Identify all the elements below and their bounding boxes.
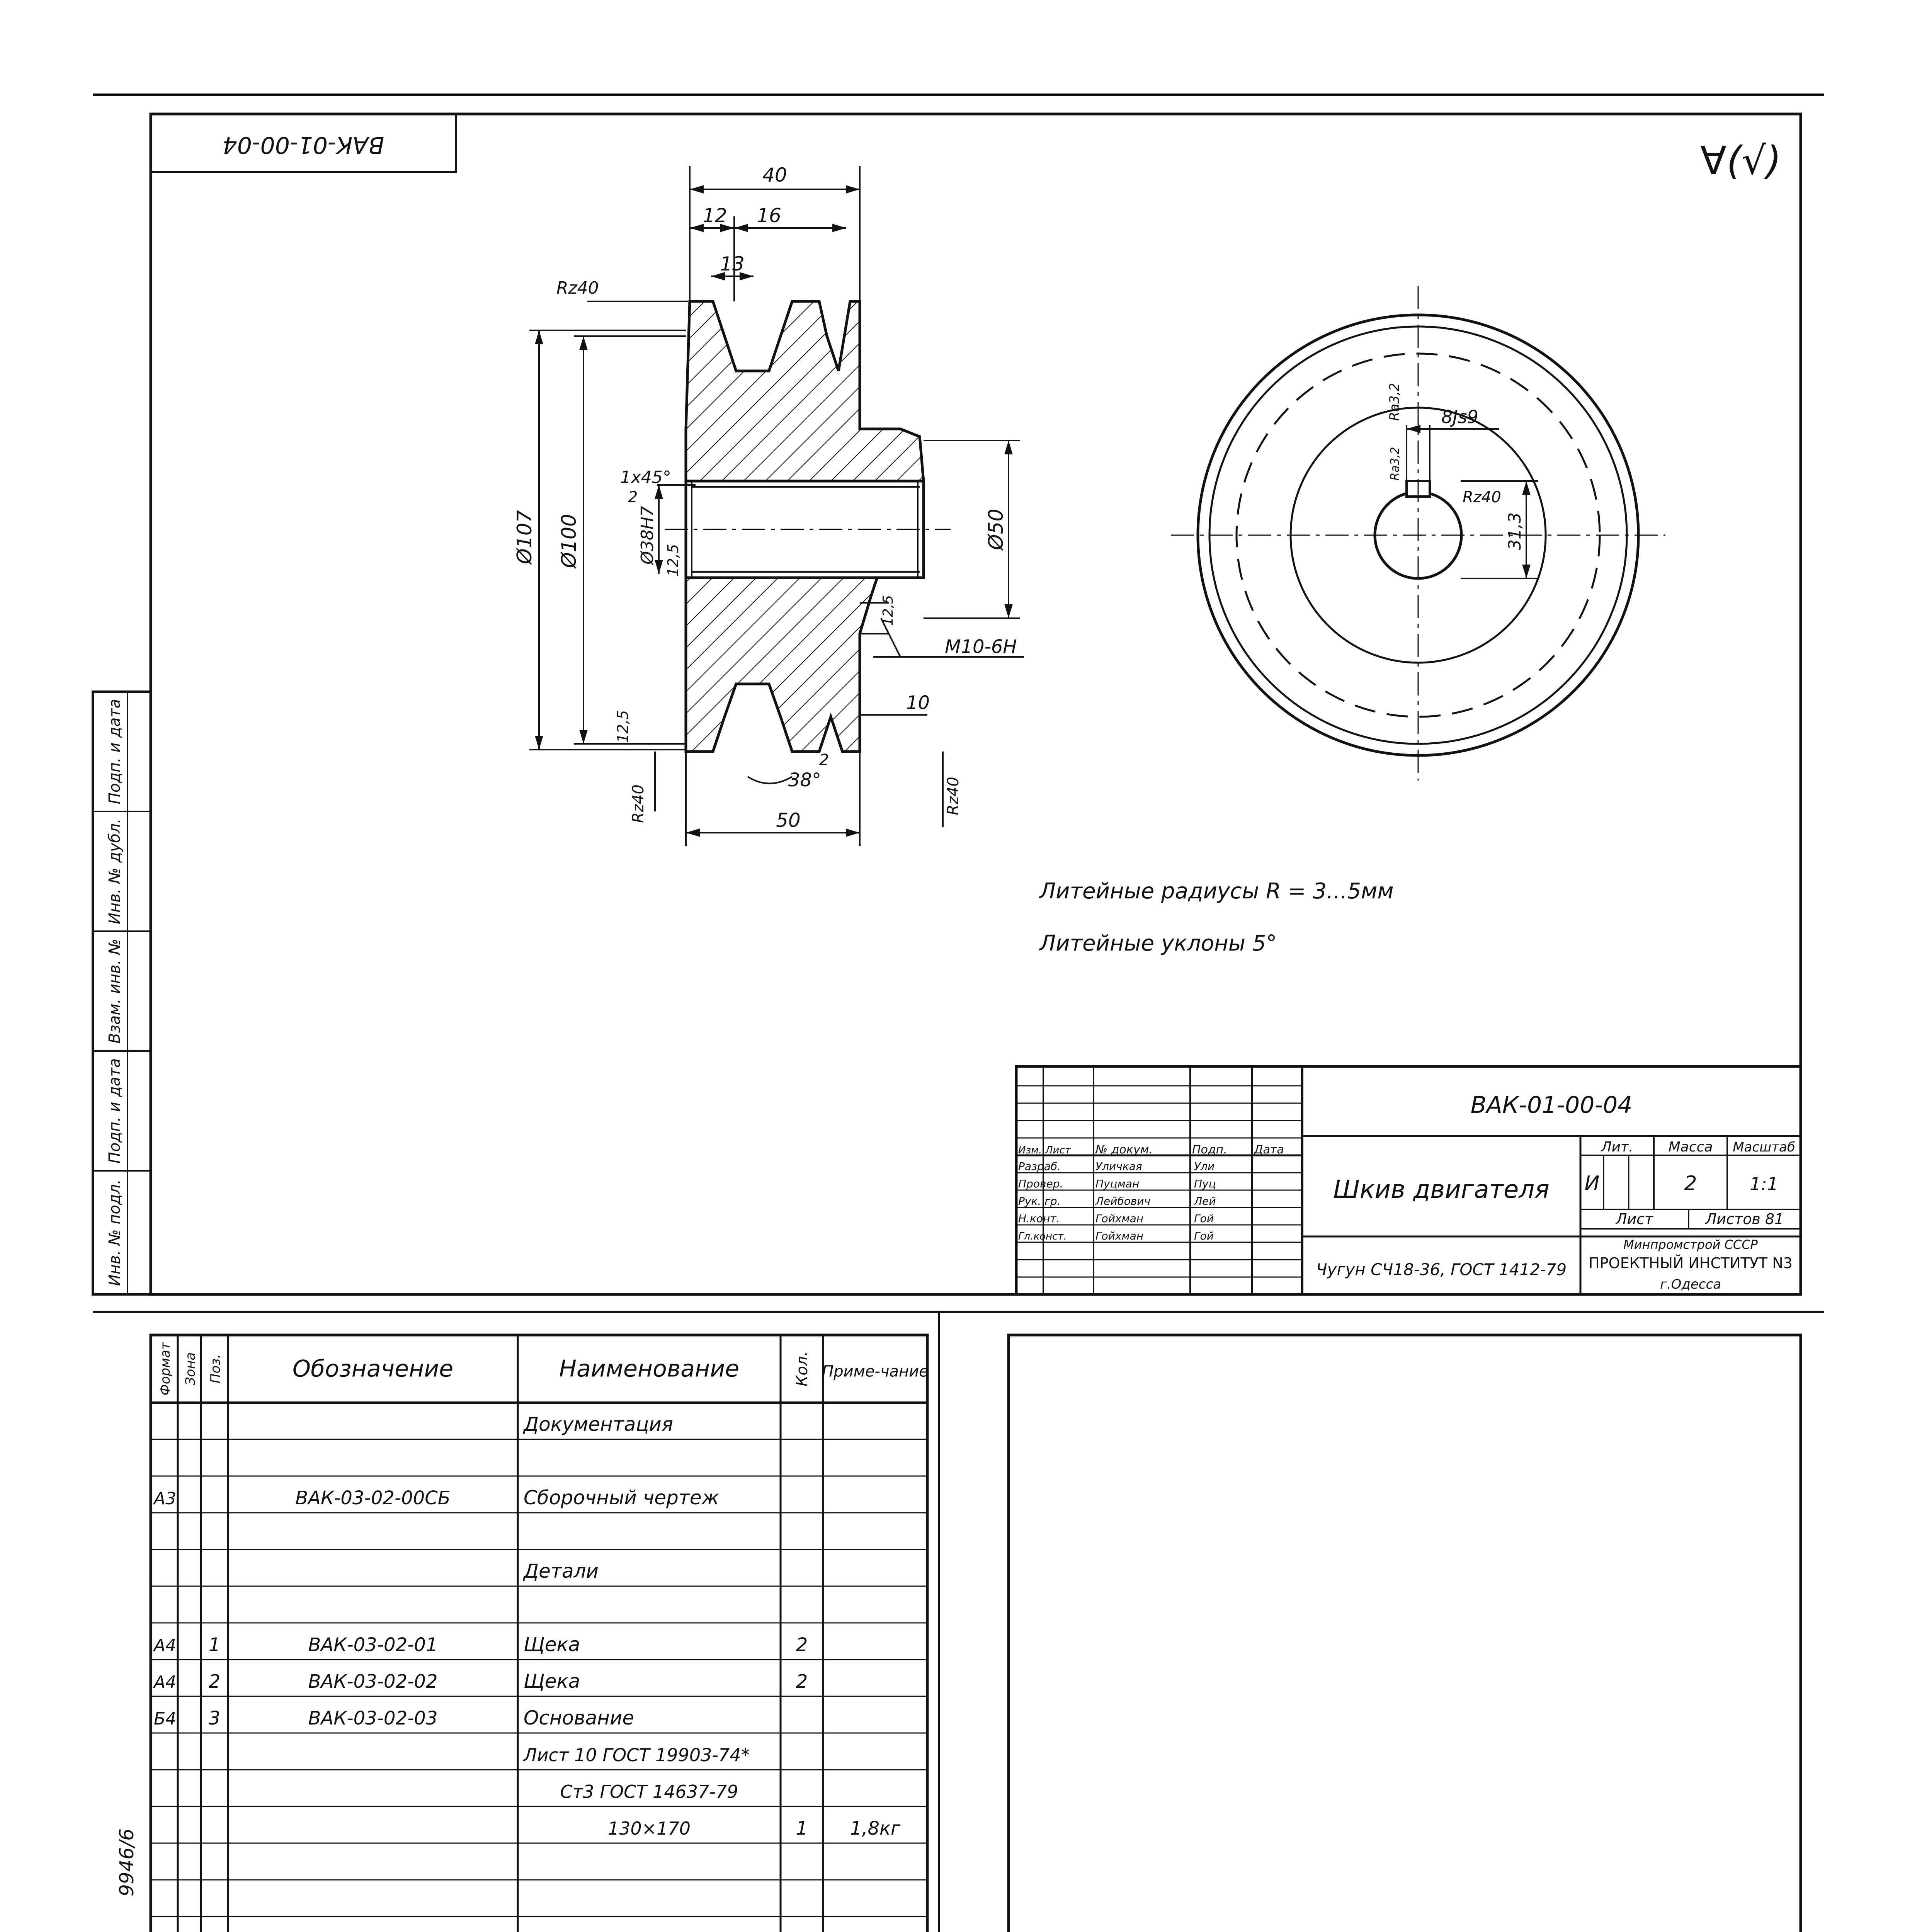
ra32-key-side: Ra3,2 <box>1388 447 1402 481</box>
note-casting-draft: Литейные уклоны 5° <box>1039 931 1277 956</box>
rotated-code-box <box>151 114 456 172</box>
spec-cell-format: А3 <box>154 1489 177 1509</box>
dim-50: 50 <box>776 809 801 832</box>
spec-header-note: Приме-чание <box>822 1362 929 1381</box>
dim-d50: Ø50 <box>985 509 1008 550</box>
dim-40: 40 <box>762 164 787 186</box>
spec-cell-name: Щека <box>524 1633 580 1656</box>
dim-13: 13 <box>720 253 745 275</box>
side-strip-lower-labels <box>106 1828 138 1932</box>
tb-top-scale: 1:1 <box>1749 1173 1779 1194</box>
tb-top-lit-label: Лит. <box>1601 1139 1633 1155</box>
spec-cell-note: 1,8кг <box>850 1818 901 1839</box>
dim-thread: М10-6Н <box>945 636 1017 658</box>
tb-top-r2-role: Рук. гр. <box>1018 1195 1061 1208</box>
strip-up-3: Подп. и дата <box>106 1058 124 1164</box>
spec-cell-qty: 2 <box>796 1671 808 1692</box>
tb-top-r4-role: Гл.конст. <box>1018 1231 1067 1242</box>
dim-2: 2 <box>628 488 638 506</box>
title-block-top-text <box>1018 1092 1795 1292</box>
spec-cell-name: 130×170 <box>607 1818 691 1839</box>
tb-top-org1: Минпромстрой СССР <box>1623 1237 1758 1252</box>
dim-angle-38: 38° <box>788 769 822 791</box>
note-casting-radii: Литейные радиусы R = 3...5мм <box>1039 879 1394 904</box>
dim-roughness-thread: 12,5 <box>880 595 896 626</box>
spec-header-qty: Кол. <box>793 1351 811 1387</box>
dim-roughness-groove: 12,5 <box>614 710 631 743</box>
tb-top-head-izm: Изм. <box>1018 1145 1042 1156</box>
tb-top-r0-sign: Ули <box>1194 1160 1215 1173</box>
ra32-key-top: Ra3,2 <box>1387 383 1402 421</box>
rz40-right: Rz40 <box>944 777 962 815</box>
dim-2-groove: 2 <box>819 751 829 769</box>
spec-cell-format: Б4 <box>154 1709 177 1729</box>
tb-top-head-sign: Подп. <box>1192 1143 1227 1156</box>
dim-d38: Ø38H7 <box>638 506 657 565</box>
tb-top-r2-name: Лейбович <box>1095 1195 1151 1208</box>
spec-cell-designation: ВАК-03-02-03 <box>308 1708 438 1729</box>
tb-top-r4-sign: Гой <box>1194 1230 1214 1242</box>
tb-top-r1-sign: Пуц <box>1194 1177 1216 1190</box>
dim-16: 16 <box>757 204 781 227</box>
tb-top-org3: г.Одесса <box>1660 1277 1721 1292</box>
dim-d107: Ø107 <box>513 510 536 565</box>
spec-cell-designation: ВАК-03-02-00СБ <box>295 1487 451 1509</box>
tb-top-part-name: Шкив двигателя <box>1333 1175 1550 1204</box>
spec-cell-format: А4 <box>154 1672 177 1692</box>
tb-top-head-list: Лист <box>1045 1145 1071 1156</box>
dim-key-width: 8Js9 <box>1441 406 1479 427</box>
tb-top-r3-role: Н.конт. <box>1018 1212 1060 1225</box>
specification-sheet <box>151 1335 929 1932</box>
tb-top-r0-name: Уличкая <box>1095 1160 1142 1173</box>
rz40-bore: Rz40 <box>1463 488 1501 506</box>
tb-top-r3-name: Гойхман <box>1095 1212 1144 1225</box>
tb-top-head-doc: № докум. <box>1095 1143 1153 1156</box>
spec-cell-qty: 2 <box>796 1634 808 1656</box>
rz40-left: Rz40 <box>629 784 647 823</box>
tb-top-lit: И <box>1584 1172 1600 1195</box>
spec-cell-designation: ВАК-03-02-01 <box>308 1634 438 1656</box>
spec-cell-pos: 2 <box>208 1671 221 1692</box>
strip-up-2: Взам. инв. № <box>106 939 124 1044</box>
tb-top-code: ВАК-01-00-04 <box>1470 1092 1633 1119</box>
tb-top-mass-label: Масса <box>1668 1139 1713 1155</box>
spec-cell-name: Ст3 ГОСТ 14637-79 <box>560 1781 738 1802</box>
strip-up-1: Инв. № дубл. <box>106 818 124 924</box>
spec-cell-pos: 1 <box>208 1634 221 1656</box>
tb-top-r0-role: Разраб. <box>1018 1160 1061 1173</box>
surface-roughness-mark: ∀(√) <box>1700 138 1781 183</box>
top-drawing-sheet <box>151 114 1801 1294</box>
tb-top-head-date: Дата <box>1254 1143 1284 1156</box>
tb-top-r3-sign: Гой <box>1194 1212 1214 1225</box>
technical-notes <box>1039 879 1394 956</box>
spec-header-pos: Поз. <box>208 1354 223 1384</box>
dim-10: 10 <box>906 692 930 714</box>
spec-header-name: Наименование <box>559 1355 740 1383</box>
tb-top-sheet-label: Лист <box>1616 1211 1653 1228</box>
tb-top-r4-name: Гойхман <box>1095 1230 1144 1242</box>
tb-top-material: Чугун СЧ18-36, ГОСТ 1412-79 <box>1316 1260 1567 1279</box>
spec-table <box>153 1342 929 1839</box>
rz40-top: Rz40 <box>556 278 599 298</box>
dim-roughness-bore: 12,5 <box>665 544 682 577</box>
tb-top-r1-name: Пуцман <box>1095 1177 1140 1190</box>
spec-cell-name: Основание <box>524 1707 634 1729</box>
handwritten-archive-number: 9946/6 <box>116 1828 138 1896</box>
spec-cell-qty: 1 <box>796 1818 808 1839</box>
spec-header-zone: Зона <box>183 1352 198 1386</box>
spec-cell-name: Сборочный чертеж <box>524 1486 719 1509</box>
dim-chamfer: 1x45° <box>620 468 672 487</box>
tb-top-r1-role: Провер. <box>1018 1177 1063 1190</box>
blank-sheet-right <box>1009 1335 1808 1932</box>
tb-top-r2-sign: Лей <box>1194 1195 1216 1208</box>
rotated-code: ВАК-01-00-04 <box>222 131 384 158</box>
spec-cell-pos: 3 <box>208 1708 221 1729</box>
spec-cell-name: Щека <box>524 1670 580 1692</box>
pulley-front-view <box>1171 286 1665 781</box>
tb-top-scale-label: Масштаб <box>1733 1139 1795 1155</box>
tb-top-org2: ПРОЕКТНЫЙ ИНСТИТУТ N3 <box>1589 1255 1793 1272</box>
dim-key-height: 31,3 <box>1505 512 1525 550</box>
spec-cell-name: Документация <box>524 1413 673 1435</box>
tb-top-sheets-label: Листов 81 <box>1705 1211 1784 1228</box>
spec-cell-name: Детали <box>524 1560 599 1582</box>
pulley-section-view <box>665 301 951 752</box>
spec-cell-designation: ВАК-03-02-02 <box>308 1671 438 1692</box>
spec-cell-format: А4 <box>154 1636 177 1655</box>
strip-up-4: Инв. № подл. <box>106 1179 124 1286</box>
strip-up-0: Подп. и дата <box>106 699 124 804</box>
dim-12: 12 <box>703 204 727 227</box>
tb-top-mass: 2 <box>1684 1172 1697 1195</box>
spec-cell-name: Лист 10 ГОСТ 19903-74* <box>524 1745 750 1765</box>
side-strip-upper-labels <box>106 699 124 1286</box>
dim-d100: Ø100 <box>558 514 581 568</box>
spec-header-format: Формат <box>158 1342 173 1396</box>
spec-header-designation: Обозначение <box>292 1355 454 1383</box>
